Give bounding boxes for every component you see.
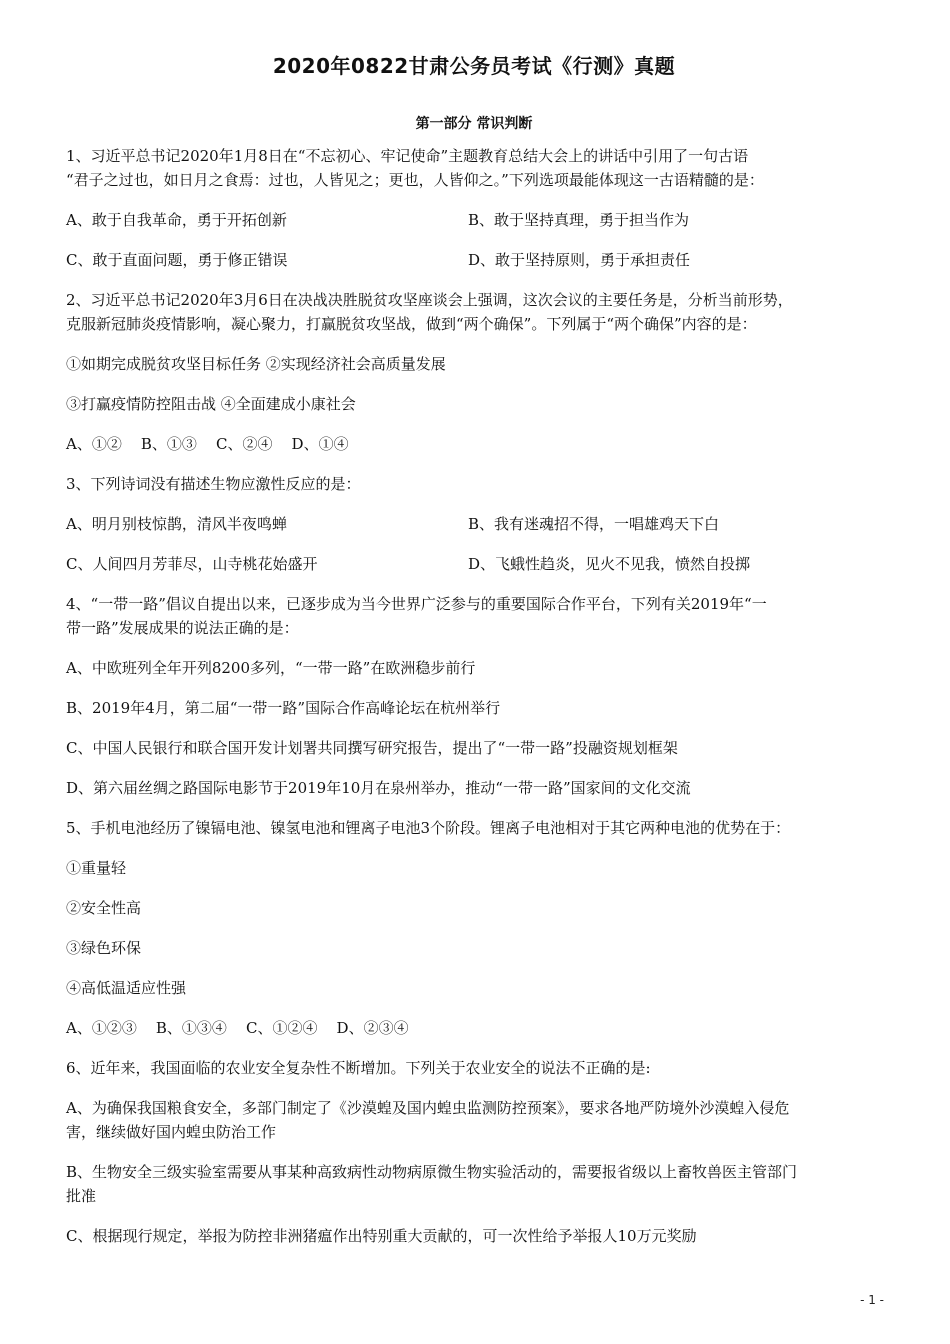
question-stem-line: 3、下列诗词没有描述生物应激性反应的是： — [66, 475, 361, 493]
option-row — [66, 248, 882, 272]
statement-line: ③绿色环保 — [66, 939, 142, 957]
option-a-line: A、为确保我国粮食安全，多部门制定了《沙漠蝗及国内蝗虫监测防控预案》，要求各地严防境外沙漠蝗入侵危 — [66, 1099, 790, 1117]
question-4 — [66, 592, 882, 800]
option-d: D、第六届丝绸之路国际电影节于2019年10月在泉州举办，推动“一带一路”国家间的文化交流 — [66, 779, 691, 797]
statement-line: ①重量轻 — [66, 859, 127, 877]
question-stem-line: “君子之过也，如日月之食焉：过也，人皆见之；更也，人皆仰之。”下列选项最能体现这一古语精髓的是： — [66, 171, 764, 189]
option-d: D、敢于坚持原则，勇于承担责任 — [468, 251, 691, 269]
option-row — [66, 512, 882, 536]
section-title: 第一部分 常识判断 — [415, 116, 533, 132]
question-stem-line: 1、习近平总书记2020年1月8日在“不忘初心、牢记使命”主题教育总结大会上的讲话中引用了一句古语 — [66, 147, 749, 165]
page-number: - 1 - — [860, 1293, 884, 1307]
option-a: A、明月别枝惊鹊，清风半夜鸣蝉 — [66, 515, 287, 533]
question-1 — [66, 144, 882, 272]
option-row — [66, 552, 882, 576]
option-b-line: 批准 — [66, 1187, 97, 1205]
question-stem-line: 带一路”发展成果的说法正确的是： — [66, 619, 299, 637]
option-c: C、人间四月芳菲尽，山寺桃花始盛开 — [66, 555, 318, 573]
question-5 — [66, 816, 882, 1040]
question-3 — [66, 472, 882, 576]
options-inline: A、①②③ B、①③④ C、①②④ D、②③④ — [66, 1019, 409, 1037]
option-a: A、中欧班列全年开列8200多列，“一带一路”在欧洲稳步前行 — [66, 659, 476, 677]
statement-line: ③打赢疫情防控阻击战 ④全面建成小康社会 — [66, 395, 356, 413]
question-stem-line: 2、习近平总书记2020年3月6日在决战决胜脱贫攻坚座谈会上强调，这次会议的主要任务是，分析当前形势， — [66, 291, 793, 309]
document-title: 2020年0822甘肃公务员考试《行测》真题 — [272, 54, 676, 78]
option-b: B、我有迷魂招不得，一唱雄鸡天下白 — [468, 515, 720, 533]
question-2 — [66, 288, 882, 456]
option-b: B、2019年4月，第二届“一带一路”国际合作高峰论坛在杭州举行 — [66, 699, 501, 717]
statement-line: ①如期完成脱贫攻坚目标任务 ②实现经济社会高质量发展 — [66, 355, 446, 373]
option-b-line: B、生物安全三级实验室需要从事某种高致病性动物病原微生物实验活动的，需要报省级以上畜牧兽医主管部门 — [66, 1163, 798, 1181]
question-stem-line: 4、“一带一路”倡议自提出以来，已逐步成为当今世界广泛参与的重要国际合作平台，下列有关2019年“一 — [66, 595, 767, 613]
statement-line: ④高低温适应性强 — [66, 979, 187, 997]
question-stem-line: 6、近年来，我国面临的农业安全复杂性不断增加。下列关于农业安全的说法不正确的是: — [66, 1059, 651, 1077]
option-c-line: C、根据现行规定，举报为防控非洲猪瘟作出特别重大贡献的，可一次性给予举报人10万元奖励 — [66, 1227, 697, 1245]
question-stem-line: 克服新冠肺炎疫情影响，凝心聚力，打赢脱贫攻坚战，做到“两个确保”。下列属于“两个确保”内容的是： — [66, 315, 757, 333]
question-6 — [66, 1056, 882, 1248]
statement-line: ②安全性高 — [66, 899, 142, 917]
option-a-line: 害，继续做好国内蝗虫防治工作 — [66, 1123, 277, 1141]
option-c: C、敢于直面问题，勇于修正错误 — [66, 251, 288, 269]
options-inline: A、①② B、①③ C、②④ D、①④ — [66, 435, 349, 453]
option-b: B、敢于坚持真理，勇于担当作为 — [468, 211, 690, 229]
option-row — [66, 208, 882, 232]
option-d: D、飞蛾性趋炎，见火不见我，愤然自投掷 — [468, 555, 751, 573]
option-a: A、敢于自我革命，勇于开拓创新 — [66, 211, 287, 229]
question-stem-line: 5、手机电池经历了镍镉电池、镍氢电池和锂离子电池3个阶段。锂离子电池相对于其它两种电池的优势在于： — [66, 819, 791, 837]
option-c: C、中国人民银行和联合国开发计划署共同撰写研究报告，提出了“一带一路”投融资规划框架 — [66, 739, 678, 757]
